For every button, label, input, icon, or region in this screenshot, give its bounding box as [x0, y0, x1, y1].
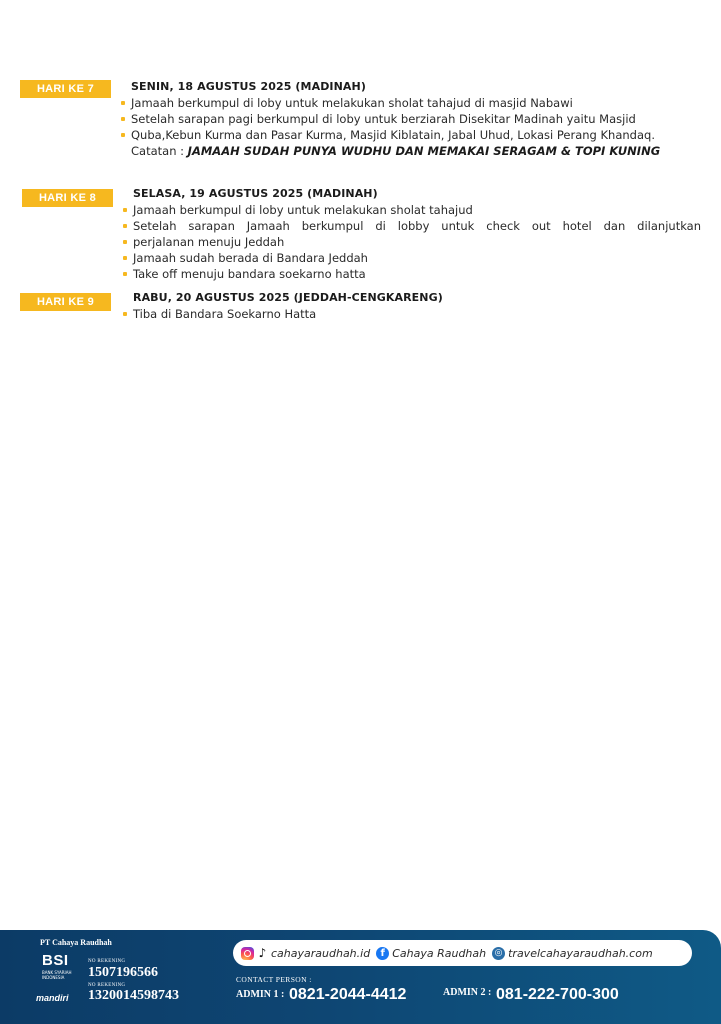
footer: [0, 930, 721, 1024]
bullet-icon: [123, 272, 127, 276]
day-7-title: SENIN, 18 AGUSTUS 2025 (MADINAH): [131, 80, 366, 93]
contact-person-label: CONTACT PERSON :: [236, 975, 312, 984]
web-icon: ◎: [492, 947, 505, 960]
admin2-label: ADMIN 2 :: [443, 987, 492, 998]
facebook-icon: f: [376, 947, 389, 960]
admin1-phone[interactable]: 0821-2044-4412: [289, 986, 407, 1003]
list-item: Jamaah sudah berada di Bandara Jeddah: [123, 250, 701, 266]
note-text: JAMAAH SUDAH PUNYA WUDHU DAN MEMAKAI SERAGAM & TOPI KUNING: [187, 144, 661, 158]
day-8-title: SELASA, 19 AGUSTUS 2025 (MADINAH): [133, 187, 378, 200]
day-7-badge: HARI KE 7: [20, 80, 111, 98]
note: [121, 143, 701, 159]
mandiri-rek-label: NO REKENING: [88, 983, 126, 988]
note-label: Catatan :: [131, 144, 185, 158]
bullet-icon: [123, 256, 127, 260]
bullet-icon: [123, 224, 127, 228]
day-9-list: [123, 306, 701, 322]
list-item: perjalanan menuju Jeddah: [123, 234, 701, 250]
list-item: Jamaah berkumpul di loby untuk melakukan sholat tahajud di masjid Nabawi: [121, 95, 701, 111]
list-item: Jamaah berkumpul di loby untuk melakukan sholat tahajud: [123, 202, 701, 218]
company-name: PT Cahaya Raudhah: [40, 938, 112, 947]
day-7-list: [121, 95, 701, 159]
bullet-icon: [123, 240, 127, 244]
tiktok-icon: ♪: [258, 945, 267, 960]
mandiri-account-number: 1320014598743: [88, 988, 179, 1003]
mandiri-logo: mandiri: [36, 993, 69, 1003]
facebook-handle[interactable]: f Cahaya Raudhah: [376, 947, 486, 960]
list-item: Setelah sarapan Jamaah berkumpul di lobby untuk check out hotel dan dilanjutkan: [123, 218, 701, 234]
bsi-account-number: 1507196566: [88, 965, 158, 980]
list-item: Tiba di Bandara Soekarno Hatta: [123, 306, 701, 322]
bullet-icon: [121, 117, 125, 121]
day-9-title: RABU, 20 AGUSTUS 2025 (JEDDAH-CENGKARENG): [133, 291, 443, 304]
bullet-icon: [123, 208, 127, 212]
list-item: Take off menuju bandara soekarno hatta: [123, 266, 701, 282]
bullet-icon: [121, 133, 125, 137]
day-8-badge: HARI KE 8: [22, 189, 113, 207]
list-item: Setelah sarapan pagi berkumpul di loby untuk berziarah Disekitar Madinah yaitu Masjid: [121, 111, 701, 127]
bullet-icon: [123, 312, 127, 316]
day-8-list: [123, 202, 701, 282]
social-bar: [233, 940, 692, 966]
instagram-tiktok-handle[interactable]: ♪ cahayaraudhah.id: [241, 947, 370, 960]
bsi-rek-label: NO REKENING: [88, 959, 126, 964]
instagram-icon: [241, 947, 254, 960]
website-link[interactable]: ◎ travelcahayaraudhah.com: [492, 947, 653, 960]
bullet-icon: [121, 101, 125, 105]
list-item: Quba,Kebun Kurma dan Pasar Kurma, Masjid Kiblatain, Jabal Uhud, Lokasi Perang Khandaq.: [121, 127, 701, 143]
bsi-subtitle: BANK SYARIAH INDONESIA: [42, 970, 72, 980]
admin1-label: ADMIN 1 :: [236, 989, 285, 1000]
day-9-badge: HARI KE 9: [20, 293, 111, 311]
bsi-logo: BSI: [42, 952, 69, 969]
admin2-phone[interactable]: 081-222-700-300: [496, 986, 619, 1003]
